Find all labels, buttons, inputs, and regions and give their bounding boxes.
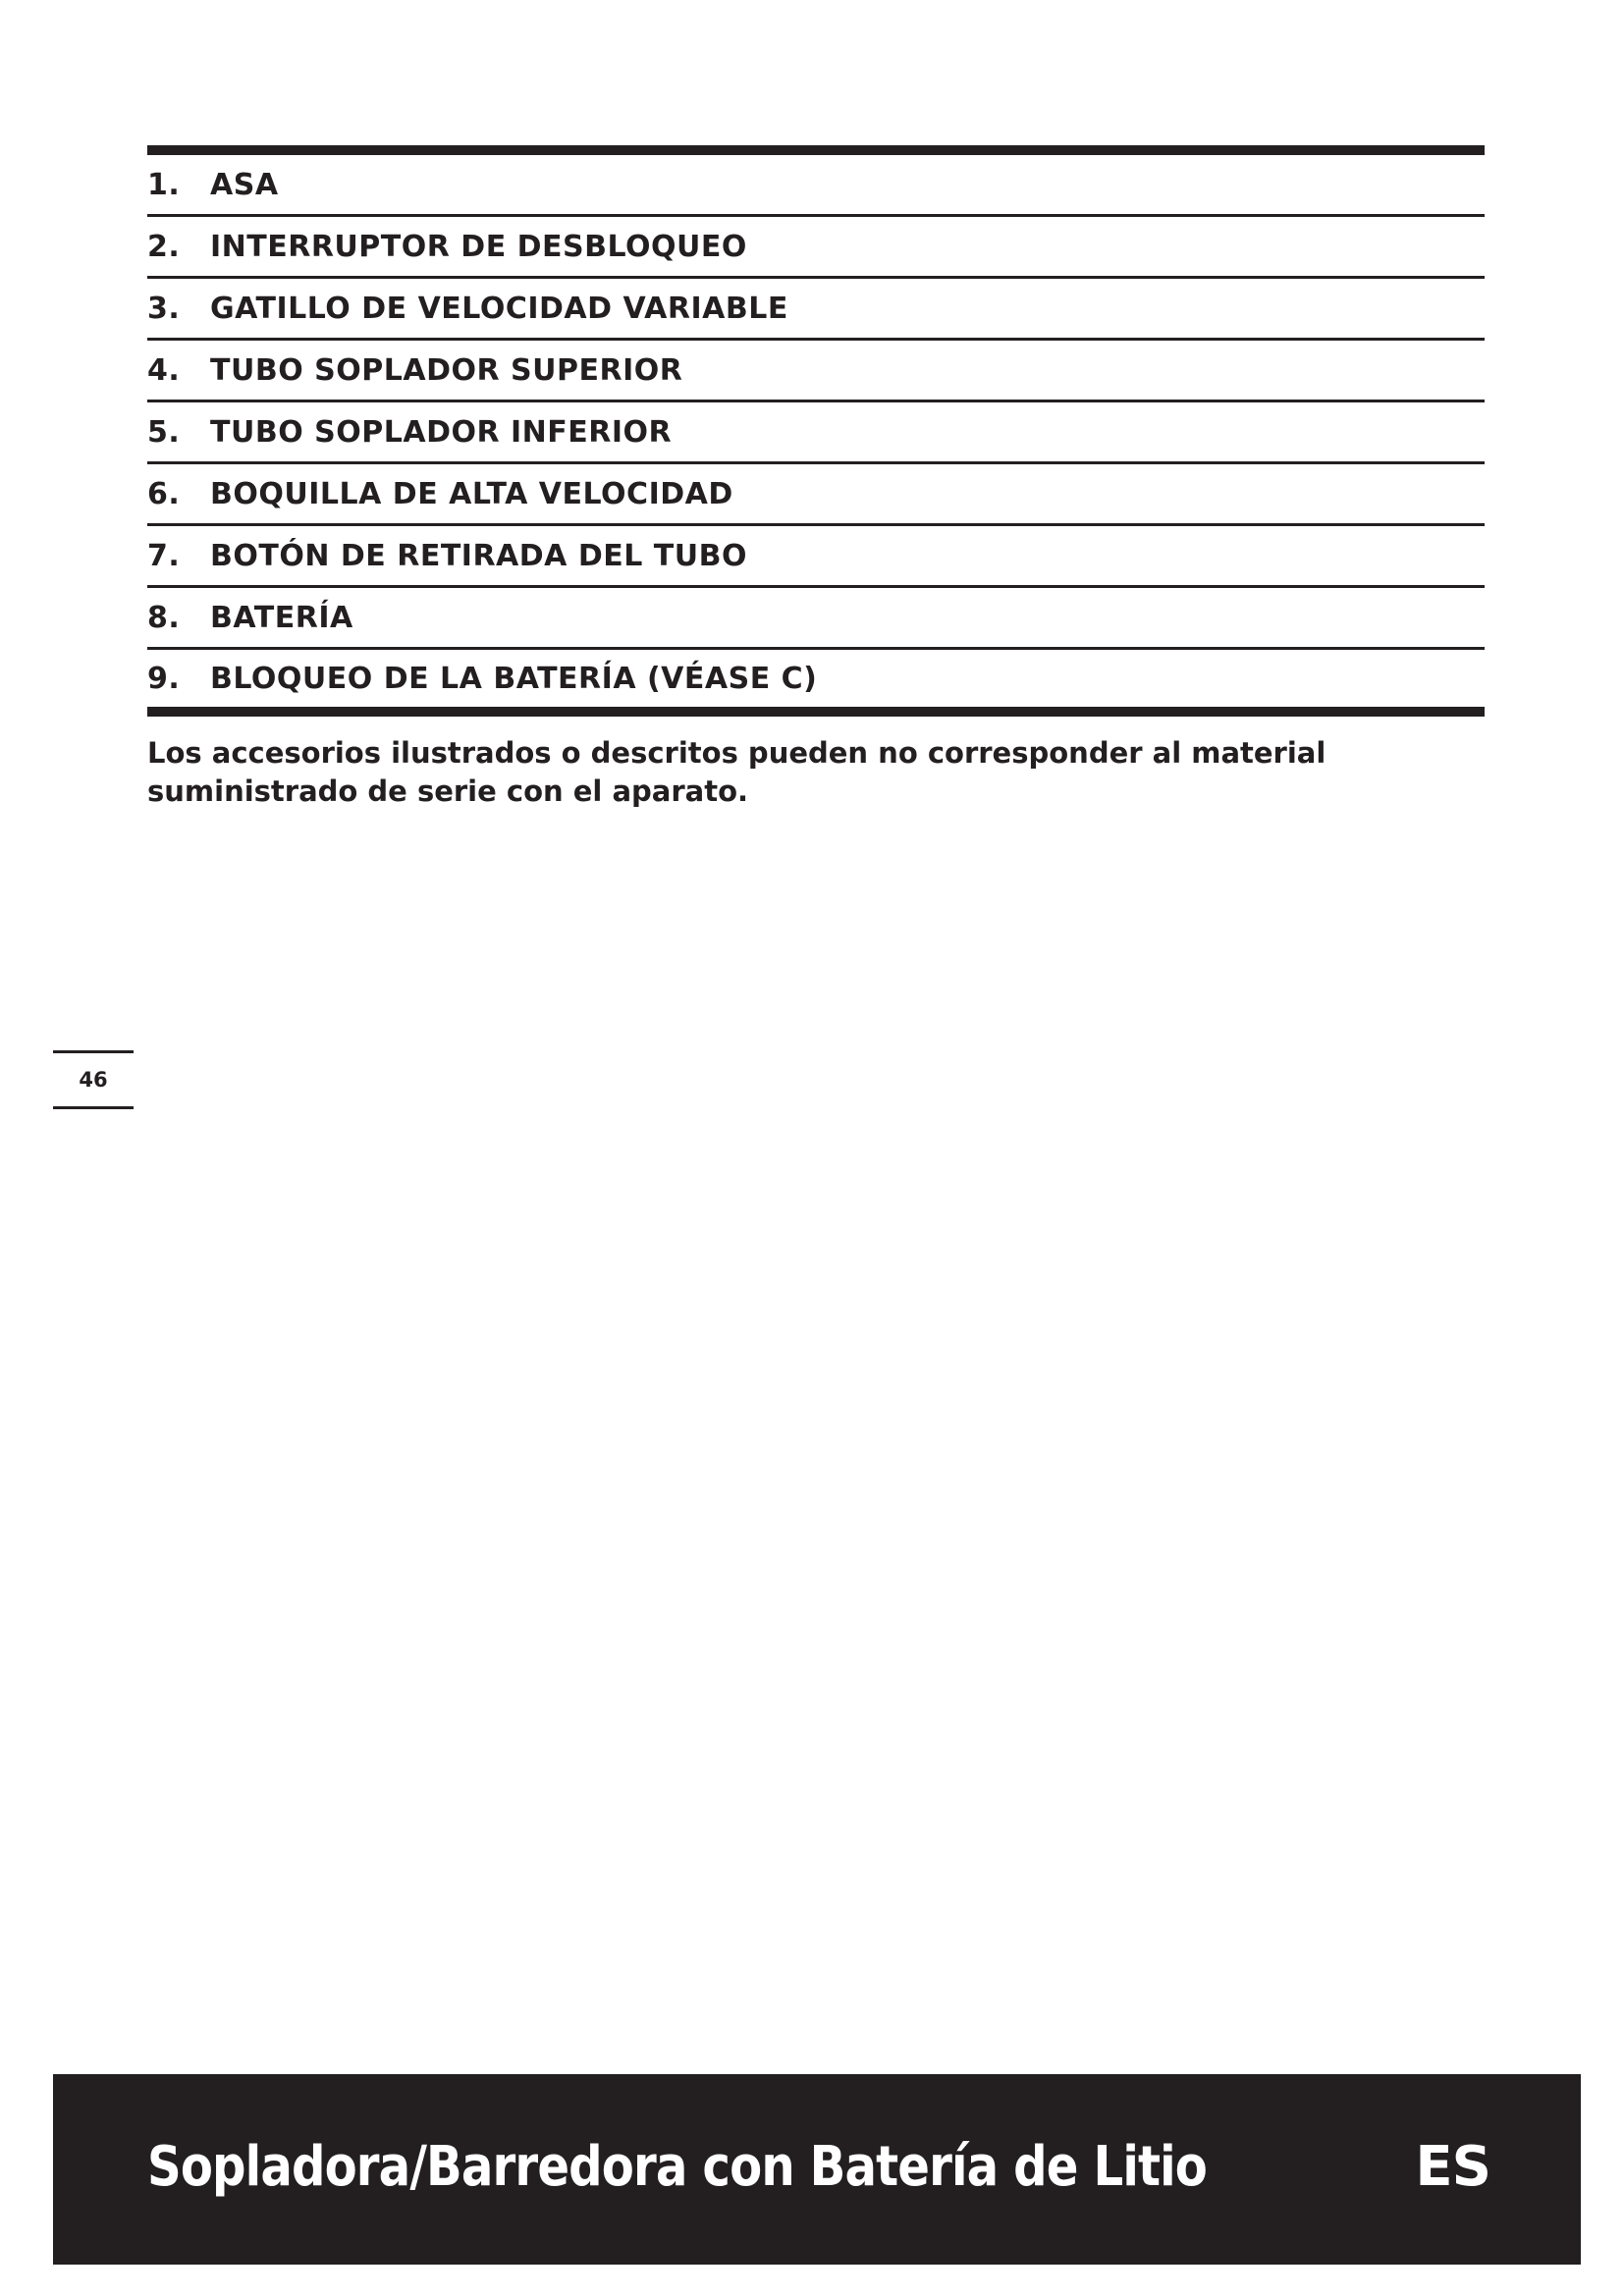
parts-item-label: GATILLO DE VELOCIDAD VARIABLE (210, 291, 788, 326)
parts-item-9 (147, 650, 1485, 717)
parts-item-number: 1. (147, 167, 181, 202)
parts-item-number: 5. (147, 414, 181, 450)
parts-item-4 (147, 341, 1485, 402)
parts-item-8 (147, 588, 1485, 650)
parts-item-6 (147, 464, 1485, 526)
page-number: 46 (53, 1050, 134, 1109)
parts-item-label: TUBO SOPLADOR SUPERIOR (210, 352, 683, 388)
parts-item-3 (147, 279, 1485, 341)
parts-item-label: INTERRUPTOR DE DESBLOQUEO (210, 229, 747, 264)
parts-item-number: 2. (147, 229, 181, 264)
parts-item-number: 7. (147, 538, 181, 573)
parts-item-label: BLOQUEO DE LA BATERÍA (VÉASE C) (210, 661, 818, 696)
parts-item-number: 9. (147, 661, 181, 696)
parts-item-label: BATERÍA (210, 600, 353, 635)
parts-item-2 (147, 217, 1485, 279)
product-title: Sopladora/Barredora con Batería de Litio (147, 2135, 1208, 2199)
parts-item-5 (147, 402, 1485, 464)
parts-item-label: BOTÓN DE RETIRADA DEL TUBO (210, 538, 747, 573)
language-code: ES (1415, 2135, 1490, 2199)
parts-item-label: TUBO SOPLADOR INFERIOR (210, 414, 673, 450)
parts-item-number: 8. (147, 600, 181, 635)
parts-item-number: 6. (147, 476, 181, 511)
parts-item-7 (147, 526, 1485, 588)
accessories-note: Los accesorios ilustrados o descritos pueden no corresponder al material suministrado de serie con el aparato. (147, 736, 1326, 808)
parts-list (147, 145, 1485, 717)
parts-item-label: ASA (210, 167, 279, 202)
parts-item-number: 3. (147, 291, 181, 326)
footer-band (53, 2074, 1581, 2265)
parts-item-1 (147, 155, 1485, 217)
parts-item-label: BOQUILLA DE ALTA VELOCIDAD (210, 476, 733, 511)
parts-item-number: 4. (147, 352, 181, 388)
